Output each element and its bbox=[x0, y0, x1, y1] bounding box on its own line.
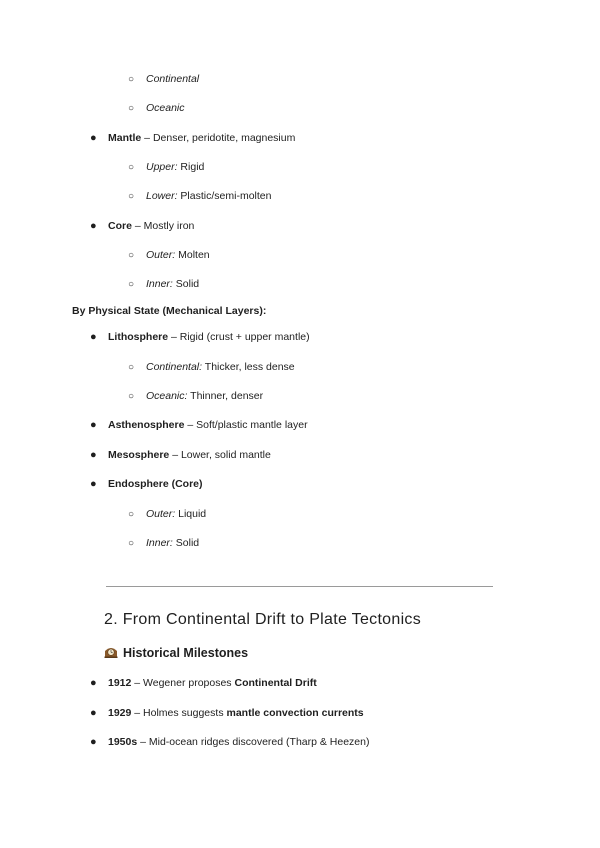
list-item: ● Mantle – Denser, peridotite, magnesium bbox=[90, 132, 296, 144]
list-item: ● Endosphere (Core) bbox=[90, 478, 203, 490]
section-heading: By Physical State (Mechanical Layers): bbox=[72, 305, 267, 317]
list-item: ○ Continental: Thicker, less dense bbox=[128, 361, 295, 373]
list-item: ○ Upper: Rigid bbox=[128, 161, 205, 173]
list-item: ○ Outer: Molten bbox=[128, 249, 210, 261]
list-item: ○ Outer: Liquid bbox=[128, 508, 207, 520]
list-item: ● Asthenosphere – Soft/plastic mantle layer bbox=[90, 419, 308, 431]
list-item: ● Core – Mostly iron bbox=[90, 220, 195, 232]
list-item: ● Lithosphere – Rigid (crust + upper mantle) bbox=[90, 331, 310, 343]
list-item: ● 1912 – Wegener proposes Continental Drift bbox=[90, 677, 317, 689]
list-item: ○ Oceanic: Thinner, denser bbox=[128, 390, 264, 402]
list-item: ○ Lower: Plastic/semi-molten bbox=[128, 190, 272, 202]
list-item: ● Mesosphere – Lower, solid mantle bbox=[90, 449, 271, 461]
list-item: ○ Oceanic bbox=[128, 102, 185, 114]
list-item: ● 1929 – Holmes suggests mantle convection currents bbox=[90, 707, 364, 719]
list-item: ○ Inner: Solid bbox=[128, 278, 200, 290]
mantel-clock-icon bbox=[104, 646, 118, 658]
divider bbox=[106, 586, 493, 587]
section-title: 2. From Continental Drift to Plate Tectonics bbox=[104, 611, 422, 628]
list-item: ○ Inner: Solid bbox=[128, 537, 200, 549]
list-item: ○ Continental bbox=[128, 73, 200, 85]
list-item: ● 1950s – Mid-ocean ridges discovered (Tharp & Heezen) bbox=[90, 736, 370, 748]
subheading: Historical Milestones bbox=[104, 646, 248, 660]
